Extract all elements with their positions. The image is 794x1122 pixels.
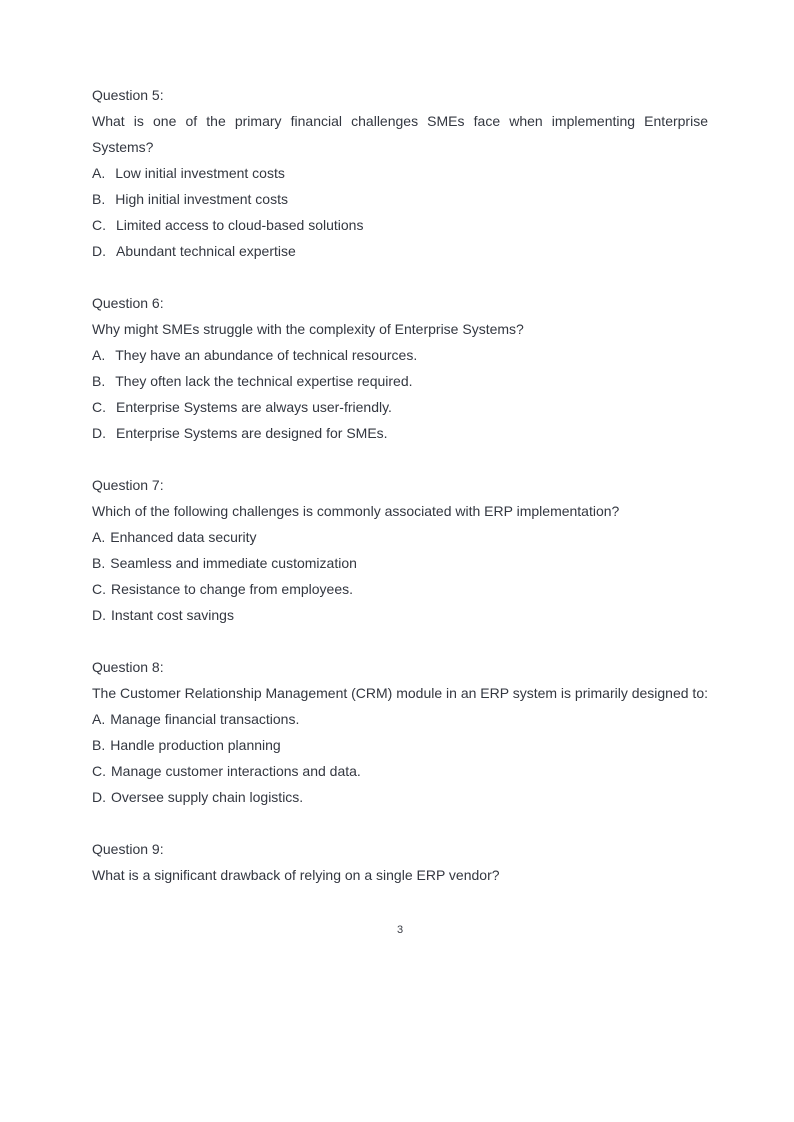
option-text: Instant cost savings <box>111 607 234 623</box>
option-text: They often lack the technical expertise required. <box>115 373 413 389</box>
option-text: They have an abundance of technical resources. <box>115 347 418 363</box>
question-block-8 <box>92 654 708 810</box>
option-text: Enterprise Systems are designed for SMEs. <box>116 425 388 441</box>
option-letter: B. <box>92 737 106 753</box>
option-text: Manage customer interactions and data. <box>111 763 361 779</box>
option-row <box>92 550 708 576</box>
option-letter: A. <box>92 529 106 545</box>
option-row <box>92 420 708 446</box>
question-title: Question 8: <box>92 659 164 675</box>
option-letter: A. <box>92 165 106 181</box>
option-letter: A. <box>92 711 106 727</box>
option-text: Oversee supply chain logistics. <box>111 789 304 805</box>
option-row <box>92 394 708 420</box>
question-text: The Customer Relationship Management (CRM) module in an ERP system is primarily designed to: <box>92 685 708 701</box>
option-text: High initial investment costs <box>115 191 288 207</box>
question-title: Question 9: <box>92 841 164 857</box>
question-block-7 <box>92 472 708 628</box>
option-row <box>92 238 708 264</box>
option-text: Low initial investment costs <box>115 165 285 181</box>
options-list <box>92 342 708 446</box>
option-text: Resistance to change from employees. <box>111 581 354 597</box>
option-row <box>92 576 708 602</box>
option-row <box>92 524 708 550</box>
option-letter: C. <box>92 399 106 415</box>
option-row <box>92 758 708 784</box>
option-letter: C. <box>92 217 106 233</box>
option-letter: B. <box>92 373 106 389</box>
question-text: What is one of the primary financial challenges SMEs face when implementing Enterprise Systems? <box>92 113 708 155</box>
option-text: Limited access to cloud-based solutions <box>116 217 364 233</box>
options-list <box>92 160 708 264</box>
question-text: Why might SMEs struggle with the complexity of Enterprise Systems? <box>92 321 524 337</box>
option-row <box>92 160 708 186</box>
option-letter: D. <box>92 789 106 805</box>
question-text: What is a significant drawback of relying on a single ERP vendor? <box>92 867 500 883</box>
option-row <box>92 602 708 628</box>
option-text: Enhanced data security <box>110 529 257 545</box>
option-row <box>92 732 708 758</box>
option-text: Enterprise Systems are always user-friendly. <box>116 399 392 415</box>
option-letter: A. <box>92 347 106 363</box>
option-row <box>92 342 708 368</box>
question-block-5 <box>92 82 708 264</box>
question-text: Which of the following challenges is commonly associated with ERP implementation? <box>92 503 620 519</box>
option-row <box>92 784 708 810</box>
option-letter: C. <box>92 581 106 597</box>
option-letter: D. <box>92 425 106 441</box>
option-letter: C. <box>92 763 106 779</box>
question-title: Question 5: <box>92 87 164 103</box>
question-block-9 <box>92 836 708 888</box>
document-page <box>92 82 708 914</box>
option-text: Abundant technical expertise <box>116 243 296 259</box>
options-list <box>92 706 708 810</box>
option-letter: B. <box>92 191 106 207</box>
question-title: Question 6: <box>92 295 164 311</box>
option-row <box>92 212 708 238</box>
page-number: 3 <box>396 924 404 936</box>
option-row <box>92 368 708 394</box>
question-title: Question 7: <box>92 477 164 493</box>
option-text: Seamless and immediate customization <box>110 555 357 571</box>
option-row <box>92 186 708 212</box>
option-letter: D. <box>92 243 106 259</box>
option-letter: D. <box>92 607 106 623</box>
options-list <box>92 524 708 628</box>
option-text: Manage financial transactions. <box>110 711 300 727</box>
question-block-6 <box>92 290 708 446</box>
option-text: Handle production planning <box>110 737 281 753</box>
option-letter: B. <box>92 555 106 571</box>
option-row <box>92 706 708 732</box>
